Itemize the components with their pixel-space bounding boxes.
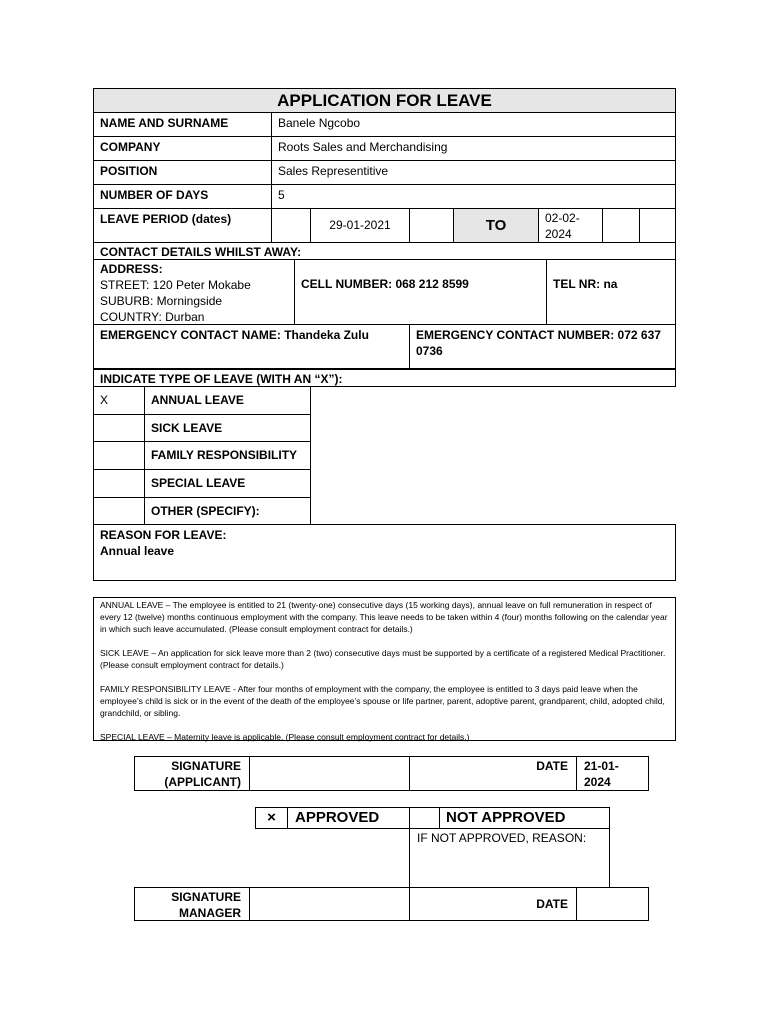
period-to-line2: 2024 [545,227,572,241]
policy-family: FAMILY RESPONSIBILITY LEAVE - After four months of employment with the company, the employee is entitled to 3 days paid leave when the employee’s child is sick or in the event of the death of the employee’s spouse or life partner, parent, adoptive parent, grandparent, child, adopted child, grandchild, or sibling. [100,684,665,718]
leave-option-mark[interactable] [93,441,145,470]
reason-label: REASON FOR LEAVE: [100,528,227,542]
manager-signature-field[interactable] [249,887,410,921]
not-approved-reason-field[interactable] [409,828,610,888]
period-blank-cell[interactable] [602,208,640,243]
cell-number[interactable]: CELL NUMBER: 068 212 8599 [294,259,547,325]
days-value[interactable]: 5 [271,184,676,209]
manager-date-field[interactable] [576,887,649,921]
address-label: ADDRESS: [100,262,163,276]
period-blank-cell[interactable] [639,208,676,243]
not-approved-checkbox[interactable] [409,807,440,829]
period-to-value[interactable] [538,208,603,243]
emergency-number-line1: EMERGENCY CONTACT NUMBER: 072 637 [416,328,661,342]
manager-signature-label [134,887,250,921]
tel-number[interactable]: TEL NR: na [546,259,676,325]
period-from-value[interactable]: 29-01-2021 [310,208,410,243]
leave-type-header: INDICATE TYPE OF LEAVE (WITH AN “X”): [93,369,676,387]
name-label: NAME AND SURNAME [93,112,272,137]
policy-annual: ANNUAL LEAVE – The employee is entitled to 21 (twenty-one) consecutive days (15 working days), annual leave on full remuneration in respect of every 12 (twelve) months continuous employment with the company. This leave needs to be taken within 4 (four) months following on the calendar year in which such leave accumulated. (Please consult employment contract for details.) [100,600,668,634]
period-label: LEAVE PERIOD (dates) [93,208,272,243]
approved-label: APPROVED [287,807,410,829]
period-blank-cell[interactable] [409,208,454,243]
policy-sick: SICK LEAVE – An application for sick leave more than 2 (two) consecutive days must be supported by a certificate of a registered Medical Practitioner. (Please consult employment contract for details.) [100,648,666,670]
leave-option-mark[interactable] [93,497,145,525]
reason-value: Annual leave [100,544,175,558]
period-to-line1: 02-02- [545,211,580,225]
form-title: APPLICATION FOR LEAVE [93,88,676,113]
applicant-date-value[interactable] [576,756,649,791]
leave-option-label: SICK LEAVE [144,414,311,442]
applicant-signature-label [134,756,250,791]
company-value[interactable]: Roots Sales and Merchandising [271,136,676,161]
applicant-date-label: DATE [409,756,577,791]
address-suburb: SUBURB: Morningside [100,294,223,308]
approved-checkbox[interactable]: × [255,807,288,829]
company-label: COMPANY [93,136,272,161]
applicant-signature-line2: (APPLICANT) [164,775,241,789]
applicant-signature-line1: SIGNATURE [171,759,241,773]
period-blank-cell[interactable] [271,208,311,243]
manager-signature-line2: MANAGER [179,906,241,920]
leave-option-label: OTHER (SPECIFY): [144,497,311,525]
address-block[interactable] [93,259,295,325]
period-to-label: TO [453,208,539,243]
applicant-signature-field[interactable] [249,756,410,791]
not-approved-reason-label: IF NOT APPROVED, REASON: [417,831,587,845]
position-value[interactable]: Sales Representitive [271,160,676,185]
leave-option-mark[interactable] [93,414,145,442]
leave-option-label: FAMILY RESPONSIBILITY [144,441,311,470]
position-label: POSITION [93,160,272,185]
policy-special: SPECIAL LEAVE – Maternity leave is applicable. (Please consult employment contract for details.) [100,732,470,742]
address-street: STREET: 120 Peter Mokabe [100,278,251,292]
applicant-date-line2: 2024 [584,775,611,789]
emergency-contact-name[interactable]: EMERGENCY CONTACT NAME: Thandeka Zulu [93,324,410,369]
reason-box[interactable] [93,524,676,581]
manager-signature-line1: SIGNATURE [171,890,241,904]
emergency-number-line2: 0736 [416,344,443,358]
leave-option-mark[interactable] [93,469,145,498]
leave-option-label: ANNUAL LEAVE [144,386,311,415]
contact-header: CONTACT DETAILS WHILST AWAY: [93,242,676,260]
applicant-date-line1: 21-01- [584,759,619,773]
not-approved-label: NOT APPROVED [439,807,610,829]
leave-option-label: SPECIAL LEAVE [144,469,311,498]
manager-date-label: DATE [409,887,577,921]
days-label: NUMBER OF DAYS [93,184,272,209]
leave-option-mark[interactable]: X [93,386,145,415]
policy-notes [93,597,676,741]
address-country: COUNTRY: Durban [100,310,205,324]
name-value[interactable]: Banele Ngcobo [271,112,676,137]
emergency-contact-number[interactable] [409,324,676,369]
